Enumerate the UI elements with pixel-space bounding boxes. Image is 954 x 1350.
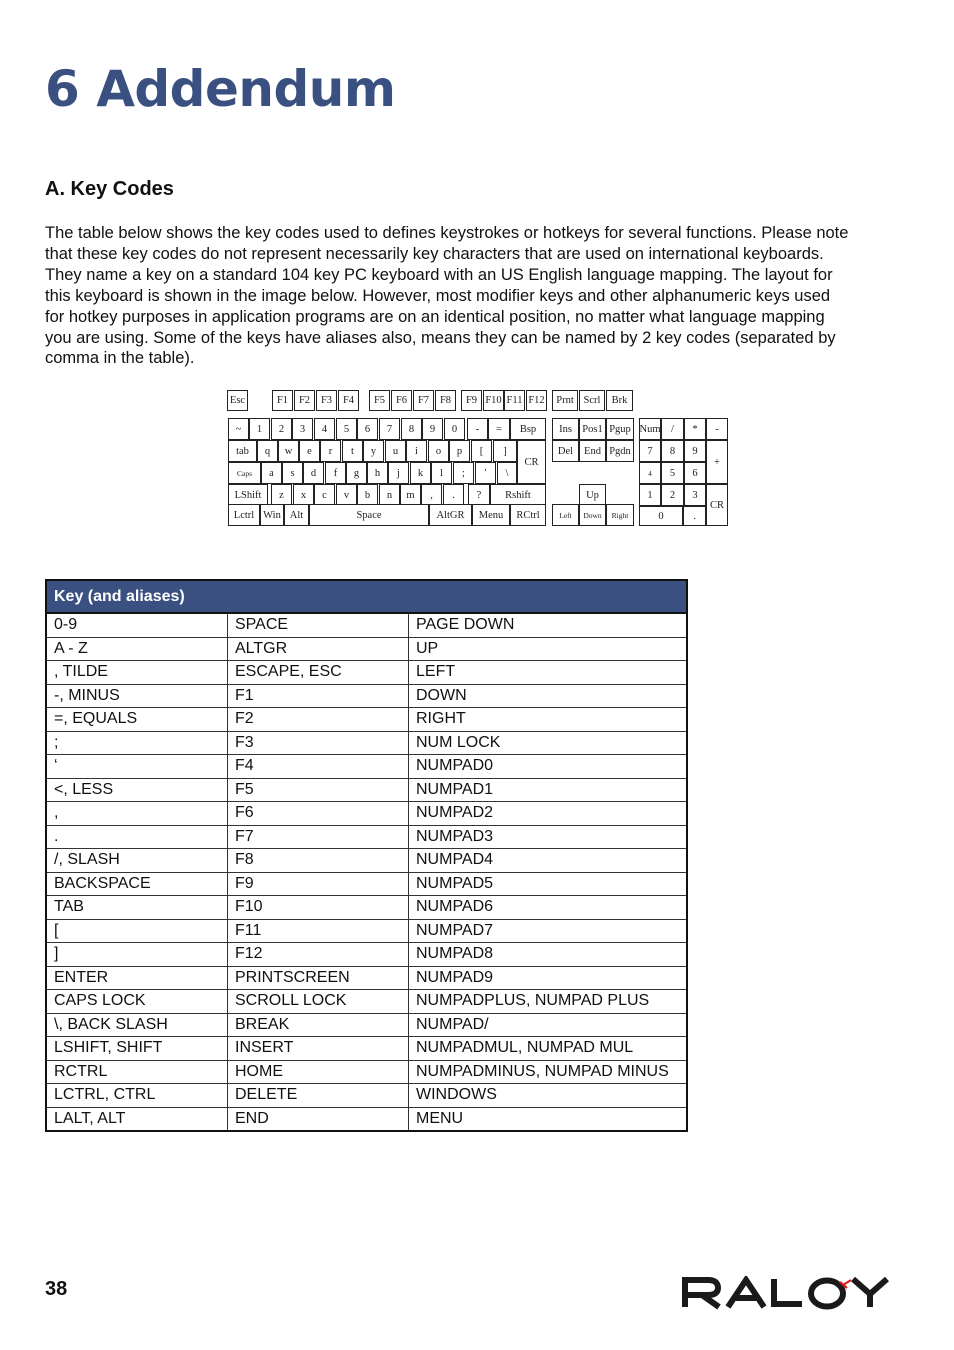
table-cell: A - Z — [46, 637, 228, 661]
table-row — [46, 966, 687, 990]
table-row — [46, 1084, 687, 1108]
table-cell: F8 — [228, 849, 409, 873]
keyboard-key: ] — [493, 440, 517, 462]
keyboard-key: F10 — [483, 390, 504, 411]
intro-line: you are using. Some of the keys have aliases also, means they can be named by 2 key codes (separated by — [45, 328, 836, 347]
table-row — [46, 1060, 687, 1084]
keyboard-key: RCtrl — [510, 504, 546, 526]
table-cell: F3 — [228, 731, 409, 755]
table-cell: SCROLL LOCK — [228, 990, 409, 1014]
keyboard-key: Pgup — [606, 418, 634, 440]
table-cell: HOME — [228, 1060, 409, 1084]
table-cell: , TILDE — [46, 661, 228, 685]
keyboard-key: b — [357, 484, 378, 506]
keyboard-key: s — [282, 462, 303, 484]
keyboard-key: 6 — [357, 418, 378, 440]
keyboard-key: j — [388, 462, 409, 484]
table-header: Key (and aliases) — [46, 580, 687, 613]
keyboard-key: 3 — [684, 484, 706, 506]
table-cell: NUMPAD6 — [409, 896, 688, 920]
table-cell: INSERT — [228, 1037, 409, 1061]
table-row — [46, 802, 687, 826]
section-heading: A. Key Codes — [45, 178, 174, 200]
table-cell: BREAK — [228, 1013, 409, 1037]
keyboard-key: F7 — [413, 390, 434, 411]
keyboard-key: t — [342, 440, 363, 462]
keyboard-key: k — [410, 462, 431, 484]
table-cell: LCTRL, CTRL — [46, 1084, 228, 1108]
table-cell: F4 — [228, 755, 409, 779]
keyboard-key: F1 — [272, 390, 293, 411]
keyboard-key: Brk — [606, 390, 633, 411]
keyboard-key: 4 — [314, 418, 335, 440]
keyboard-key: w — [278, 440, 299, 462]
key-codes-table — [45, 579, 688, 1132]
table-cell: LSHIFT, SHIFT — [46, 1037, 228, 1061]
keyboard-key: e — [299, 440, 320, 462]
keyboard-key: Left — [552, 504, 579, 526]
keyboard-key: 4 — [639, 462, 661, 484]
table-cell: ENTER — [46, 966, 228, 990]
keyboard-key: r — [320, 440, 341, 462]
table-cell: MENU — [409, 1107, 688, 1131]
keyboard-key: F3 — [316, 390, 337, 411]
table-cell: NUMPAD1 — [409, 778, 688, 802]
keyboard-key: F4 — [338, 390, 359, 411]
keyboard-key: Right — [606, 504, 634, 526]
keyboard-key: n — [379, 484, 400, 506]
table-cell: PRINTSCREEN — [228, 966, 409, 990]
keyboard-key: Space — [309, 504, 429, 526]
keyboard-key: ' — [475, 462, 496, 484]
table-cell: RIGHT — [409, 708, 688, 732]
raloy-logo — [682, 1276, 910, 1315]
keyboard-key: F2 — [294, 390, 315, 411]
keyboard-key: - — [467, 418, 488, 440]
keyboard-key: Del — [552, 440, 579, 462]
keyboard-key: o — [428, 440, 449, 462]
table-cell: UP — [409, 637, 688, 661]
keyboard-key: m — [400, 484, 421, 506]
keyboard-key: 2 — [661, 484, 684, 506]
keyboard-key: 2 — [271, 418, 292, 440]
keyboard-key: 5 — [661, 462, 684, 484]
keyboard-key: 9 — [422, 418, 443, 440]
table-cell: LEFT — [409, 661, 688, 685]
keyboard-key: F12 — [526, 390, 547, 411]
keyboard-key: . — [443, 484, 464, 506]
table-cell: NUMPADMUL, NUMPAD MUL — [409, 1037, 688, 1061]
table-cell: NUMPAD3 — [409, 825, 688, 849]
intro-line: for hotkey purposes in application programs are on an identical position, no matter what language mapping — [45, 307, 825, 326]
table-cell: RCTRL — [46, 1060, 228, 1084]
table-cell: F10 — [228, 896, 409, 920]
keyboard-key: l — [431, 462, 452, 484]
keyboard-key: 8 — [661, 440, 684, 462]
keyboard-key: Pgdn — [606, 440, 634, 462]
table-row — [46, 661, 687, 685]
keyboard-key: ~ — [228, 418, 249, 440]
intro-line: comma in the table). — [45, 349, 195, 368]
intro-line: The table below shows the key codes used to defines keystrokes or hotkeys for several functions. Please note — [45, 224, 849, 242]
table-cell: WINDOWS — [409, 1084, 688, 1108]
keyboard-key: * — [684, 418, 706, 440]
table-cell: F1 — [228, 684, 409, 708]
table-cell: ‘ — [46, 755, 228, 779]
keyboard-key: End — [579, 440, 606, 462]
keyboard-key: 7 — [639, 440, 661, 462]
keyboard-key: g — [346, 462, 367, 484]
table-row — [46, 755, 687, 779]
keyboard-key: \ — [497, 462, 517, 484]
table-row — [46, 872, 687, 896]
keyboard-key: 9 — [684, 440, 706, 462]
table-cell: <, LESS — [46, 778, 228, 802]
table-cell: ] — [46, 943, 228, 967]
table-row — [46, 990, 687, 1014]
keyboard-key: v — [336, 484, 357, 506]
keyboard-key: Prnt — [552, 390, 578, 411]
keyboard-key: LShift — [228, 484, 268, 506]
table-cell: NUMPAD0 — [409, 755, 688, 779]
table-row — [46, 896, 687, 920]
keyboard-key: . — [683, 506, 706, 526]
keyboard-key: / — [661, 418, 684, 440]
keyboard-key: CR — [517, 440, 546, 484]
table-cell: TAB — [46, 896, 228, 920]
keyboard-key: ? — [468, 484, 490, 506]
keyboard-key: F6 — [391, 390, 412, 411]
keyboard-key: Bsp — [510, 418, 546, 440]
table-cell: F11 — [228, 919, 409, 943]
table-row — [46, 943, 687, 967]
table-row — [46, 613, 687, 637]
keyboard-key: 8 — [401, 418, 422, 440]
keyboard-key: [ — [471, 440, 492, 462]
keyboard-key: Caps — [228, 462, 261, 484]
keyboard-key: c — [314, 484, 335, 506]
table-row — [46, 1013, 687, 1037]
table-row — [46, 849, 687, 873]
intro-line: this keyboard is shown in the image below. However, most modifier keys and other alphanumeric keys used — [45, 286, 831, 305]
keyboard-key: p — [449, 440, 470, 462]
table-cell: [ — [46, 919, 228, 943]
table-row — [46, 825, 687, 849]
keyboard-key: Ins — [552, 418, 579, 440]
table-cell: NUMPAD2 — [409, 802, 688, 826]
keyboard-key: Num — [639, 418, 661, 440]
table-cell: SPACE — [228, 613, 409, 637]
keyboard-key: ; — [453, 462, 474, 484]
intro-line: that these key codes do not represent necessarily key characters that are used on international keyboards. — [45, 244, 824, 263]
keyboard-key: Down — [579, 504, 606, 526]
keyboard-key: Alt — [284, 504, 309, 526]
keyboard-key: 3 — [292, 418, 313, 440]
page-number: 38 — [45, 1278, 68, 1300]
table-cell: NUMPAD7 — [409, 919, 688, 943]
table-cell: PAGE DOWN — [409, 613, 688, 637]
keyboard-key: f — [325, 462, 346, 484]
keyboard-key: Win — [260, 504, 284, 526]
keyboard-key: tab — [228, 440, 257, 462]
keyboard-key: 0 — [444, 418, 465, 440]
keyboard-key: 7 — [379, 418, 400, 440]
keyboard-key: AltGR — [429, 504, 472, 526]
table-cell: END — [228, 1107, 409, 1131]
table-cell: NUMPADPLUS, NUMPAD PLUS — [409, 990, 688, 1014]
table-cell: F5 — [228, 778, 409, 802]
table-cell: , — [46, 802, 228, 826]
table-cell: NUMPAD5 — [409, 872, 688, 896]
keyboard-key: u — [385, 440, 406, 462]
table-cell: ALTGR — [228, 637, 409, 661]
table-cell: NUMPAD8 — [409, 943, 688, 967]
table-cell: F9 — [228, 872, 409, 896]
keyboard-key: = — [488, 418, 510, 440]
table-cell: NUMPAD4 — [409, 849, 688, 873]
chapter-heading: 6 Addendum — [45, 60, 396, 118]
table-row — [46, 708, 687, 732]
table-row — [46, 637, 687, 661]
keyboard-key: Rshift — [490, 484, 546, 506]
keyboard-key: i — [406, 440, 427, 462]
keyboard-key: 0 — [639, 506, 683, 526]
table-row — [46, 731, 687, 755]
keyboard-key: , — [421, 484, 442, 506]
keyboard-key: + — [706, 440, 728, 484]
keyboard-key: Up — [579, 484, 606, 506]
keyboard-key: a — [261, 462, 282, 484]
keyboard-key: 5 — [336, 418, 357, 440]
table-row — [46, 1107, 687, 1131]
table-cell: BACKSPACE — [46, 872, 228, 896]
keyboard-key: Esc — [227, 390, 248, 411]
table-cell: NUMPADMINUS, NUMPAD MINUS — [409, 1060, 688, 1084]
keyboard-key: Pos1 — [579, 418, 606, 440]
keyboard-key: x — [293, 484, 314, 506]
keyboard-key: 1 — [639, 484, 661, 506]
keyboard-key: Lctrl — [228, 504, 260, 526]
table-cell: DOWN — [409, 684, 688, 708]
table-cell: ; — [46, 731, 228, 755]
keyboard-key: h — [367, 462, 388, 484]
keyboard-key: 1 — [249, 418, 270, 440]
table-cell: F2 — [228, 708, 409, 732]
keyboard-key: y — [363, 440, 384, 462]
keyboard-key: - — [706, 418, 728, 440]
table-cell: DELETE — [228, 1084, 409, 1108]
table-cell: CAPS LOCK — [46, 990, 228, 1014]
table-cell: ESCAPE, ESC — [228, 661, 409, 685]
keyboard-key: Menu — [472, 504, 510, 526]
keyboard-key: CR — [706, 484, 728, 526]
table-cell: \, BACK SLASH — [46, 1013, 228, 1037]
intro-line: They name a key on a standard 104 key PC keyboard with an US English language mapping. The layout for — [45, 265, 833, 284]
keyboard-key: z — [271, 484, 292, 506]
keyboard-key: Scrl — [579, 390, 605, 411]
table-cell: . — [46, 825, 228, 849]
table-cell: F12 — [228, 943, 409, 967]
table-row — [46, 1037, 687, 1061]
table-cell: F7 — [228, 825, 409, 849]
table-row — [46, 684, 687, 708]
table-cell: NUMPAD/ — [409, 1013, 688, 1037]
keyboard-key: F11 — [504, 390, 525, 411]
table-cell: /, SLASH — [46, 849, 228, 873]
table-cell: =, EQUALS — [46, 708, 228, 732]
keyboard-key: F5 — [369, 390, 390, 411]
keyboard-key: F8 — [435, 390, 456, 411]
table-cell: NUMPAD9 — [409, 966, 688, 990]
table-cell: F6 — [228, 802, 409, 826]
table-row — [46, 778, 687, 802]
table-row — [46, 919, 687, 943]
intro-paragraph — [45, 223, 915, 369]
table-cell: 0-9 — [46, 613, 228, 637]
keyboard-key: 6 — [684, 462, 706, 484]
keyboard-key: d — [303, 462, 324, 484]
table-cell: -, MINUS — [46, 684, 228, 708]
table-cell: NUM LOCK — [409, 731, 688, 755]
table-cell: LALT, ALT — [46, 1107, 228, 1131]
keyboard-key: F9 — [461, 390, 482, 411]
keyboard-key: q — [257, 440, 278, 462]
